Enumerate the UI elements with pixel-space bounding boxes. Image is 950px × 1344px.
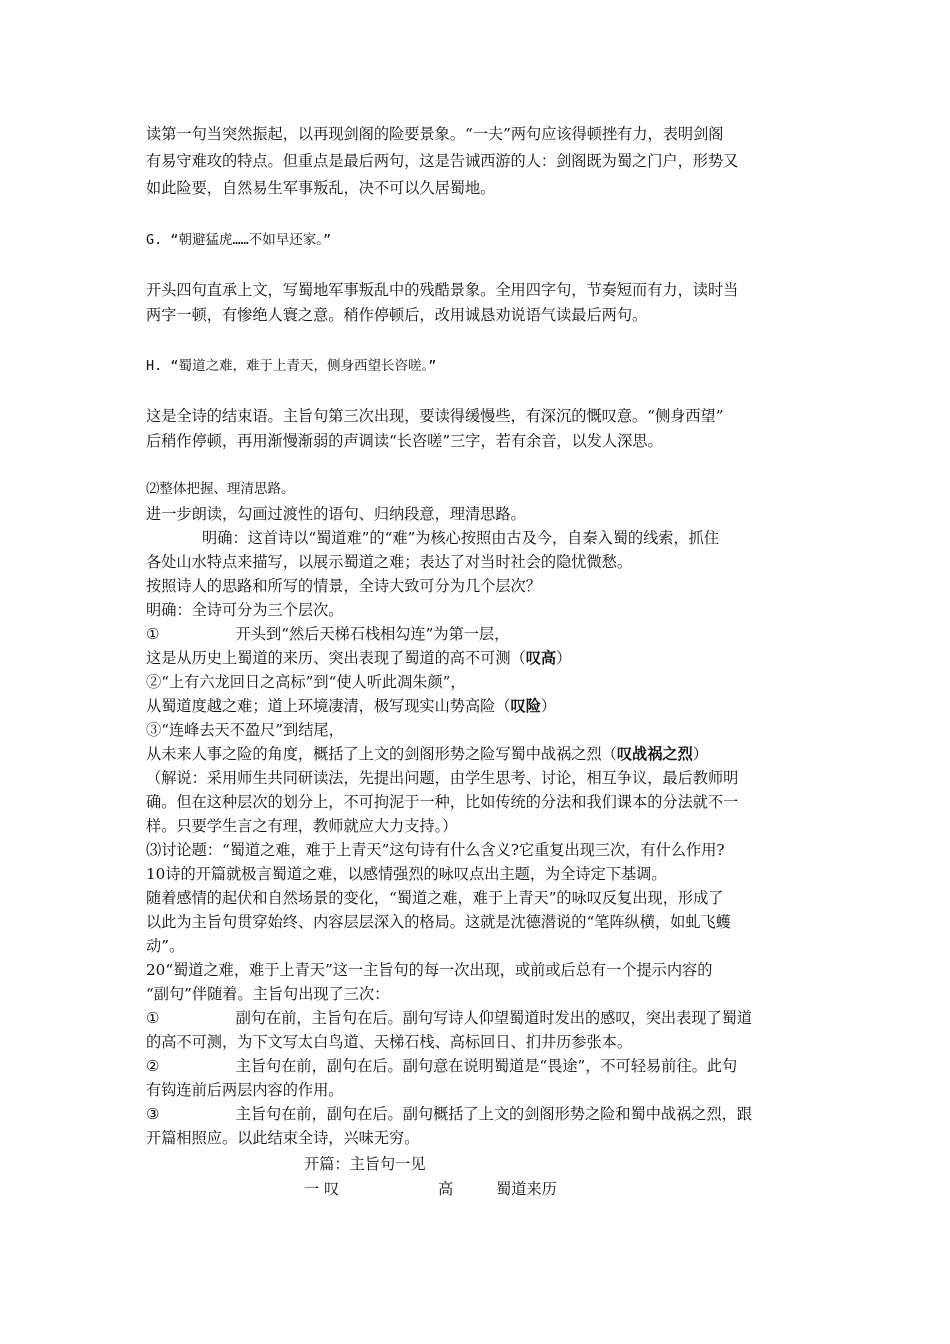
paragraph-line: 按照诗人的思路和所写的情景，全诗大致可分为几个层次？ — [146, 577, 541, 595]
paragraph-line: 后稍作停顿，再用渐慢渐弱的声调读“长咨嗟”三字，若有余音，以发人深思。 — [146, 432, 663, 450]
paragraph-line: 明确：全诗可分为三个层次。 — [146, 601, 344, 619]
list-item: ② 主旨句在前，副句在后。副句意在说明蜀道是“畏途”，不可轻易前往。此句 — [146, 1057, 738, 1075]
paragraph-line: 10诗的开篇就极言蜀道之难，以感情强烈的咏叹点出主题，为全诗定下基调。 — [146, 865, 667, 883]
bold-label: 叹高 — [525, 649, 557, 667]
list-marker: ① — [146, 625, 160, 643]
list-item-cont: 开篇相照应。以此结束全诗，兴味无穷。 — [146, 1129, 420, 1147]
list-item: ① 副句在前，主旨句在后。副句写诗人仰望蜀道时发出的感叹，突出表现了蜀道 — [146, 1009, 752, 1027]
paragraph-line: 两字一顿，有惨绝人寰之意。稍作停顿后，改用诚恳劝说语气读最后两句。 — [146, 306, 648, 324]
list-item-desc: 从未来人事之险的角度，概括了上文的剑阁形势之险写蜀中战祸之烈（叹战祸之烈） — [146, 745, 708, 763]
section-heading-h: H. “蜀道之难，难于上青天，侧身西望长咨嗟。” — [146, 358, 437, 374]
table-cell: 开篇：主旨句一见 — [304, 1155, 426, 1173]
list-item: ②“上有六龙回日之高标”到“使人听此凋朱颜”， — [146, 673, 466, 691]
paragraph-line: 读第一句当突然振起，以再现剑阁的险要景象。“一夫”两句应该得顿挫有力，表明剑阁 — [146, 125, 724, 143]
paragraph-line: “副句”伴随着。主旨句出现了三次： — [146, 985, 390, 1003]
list-marker: ② — [146, 1057, 160, 1075]
section-heading-g: G. “朝避猛虎……不如早还家。” — [146, 232, 332, 248]
paragraph-line: 各处山水特点来描写，以展示蜀道之难；表达了对当时社会的隐忧微愁。 — [146, 553, 632, 571]
list-item — [146, 622, 509, 646]
list-marker: ① — [146, 1009, 160, 1027]
paragraph-line: 这是全诗的结束语。主旨句第三次出现，要读得缓慢些，有深沉的慨叹意。“侧身西望” — [146, 407, 724, 425]
note-line: （解说：采用师生共同研读法，先提出问题，由学生思考、讨论，相互争议，最后教师明 — [146, 769, 739, 787]
section-heading-2: ⑵整体把握、理清思路。 — [146, 481, 295, 497]
table-cell: 一 叹 — [304, 1180, 340, 1198]
bold-label: 叹战祸之烈 — [616, 745, 693, 763]
note-line: 确。但在这种层次的划分上，不可拘泥于一种，比如传统的分法和我们课本的分法就不一 — [146, 793, 739, 811]
paragraph-line: 如此险要，自然易生军事叛乱，决不可以久居蜀地。 — [146, 179, 496, 197]
list-marker: ③ — [146, 1105, 160, 1123]
list-item-cont: 的高不可测，为下文写太白鸟道、天梯石栈、高标回日、扪井历参张本。 — [146, 1033, 632, 1051]
bold-label: 叹险 — [510, 697, 541, 715]
list-item: ③ 主旨句在前，副句在后。副句概括了上文的剑阁形势之险和蜀中战祸之烈，跟 — [146, 1105, 752, 1123]
paragraph-line: 进一步朗读，勾画过渡性的语句、归纳段意，理清思路。 — [146, 505, 526, 523]
paragraph-line: 以此为主旨句贯穿始终、内容层层深入的格局。这就是沈德潜说的“笔阵纵横，如虬飞蠖 — [146, 913, 731, 931]
paragraph-line: 明确：这首诗以“蜀道难”的“难”为核心按照由古及今，自秦入蜀的线索，抓住 — [202, 529, 720, 547]
list-item-text: 开头到“然后天梯石栈相勾连”为第一层， — [235, 625, 510, 643]
paragraph-line: 开头四句直承上文，写蜀地军事叛乱中的残酷景象。全用四字句，节奏短而有力，读时当 — [146, 281, 739, 299]
table-cell: 蜀道来历 — [496, 1180, 557, 1198]
paragraph-line: 有易守难攻的特点。但重点是最后两句，这是告诫西游的人：剑阁既为蜀之门户，形势又 — [146, 152, 739, 170]
paragraph-line: 20“蜀道之难，难于上青天”这一主旨句的每一次出现，或前或后总有一个提示内容的 — [146, 961, 713, 979]
list-item-desc: 这是从历史上蜀道的来历、突出表现了蜀道的高不可测（叹高） — [146, 649, 572, 667]
paragraph-line: 动”。 — [146, 937, 185, 955]
discussion-question: ⑶讨论题：“蜀道之难，难于上青天”这句诗有什么含义?它重复出现三次，有什么作用? — [146, 841, 725, 859]
paragraph-line: 随着感情的起伏和自然场景的变化，“蜀道之难，难于上青天”的咏叹反复出现，形成了 — [146, 889, 724, 907]
note-line: 样。只要学生言之有理，教师就应大力支持。） — [146, 817, 458, 835]
list-item: ③“连峰去天不盈尺”到结尾， — [146, 721, 344, 739]
list-item-desc: 从蜀道度越之难；道上环境凄清，极写现实山势高险（叹险） — [146, 697, 557, 715]
table-cell: 高 — [438, 1180, 454, 1198]
list-item-cont: 有钩连前后两层内容的作用。 — [146, 1081, 344, 1099]
